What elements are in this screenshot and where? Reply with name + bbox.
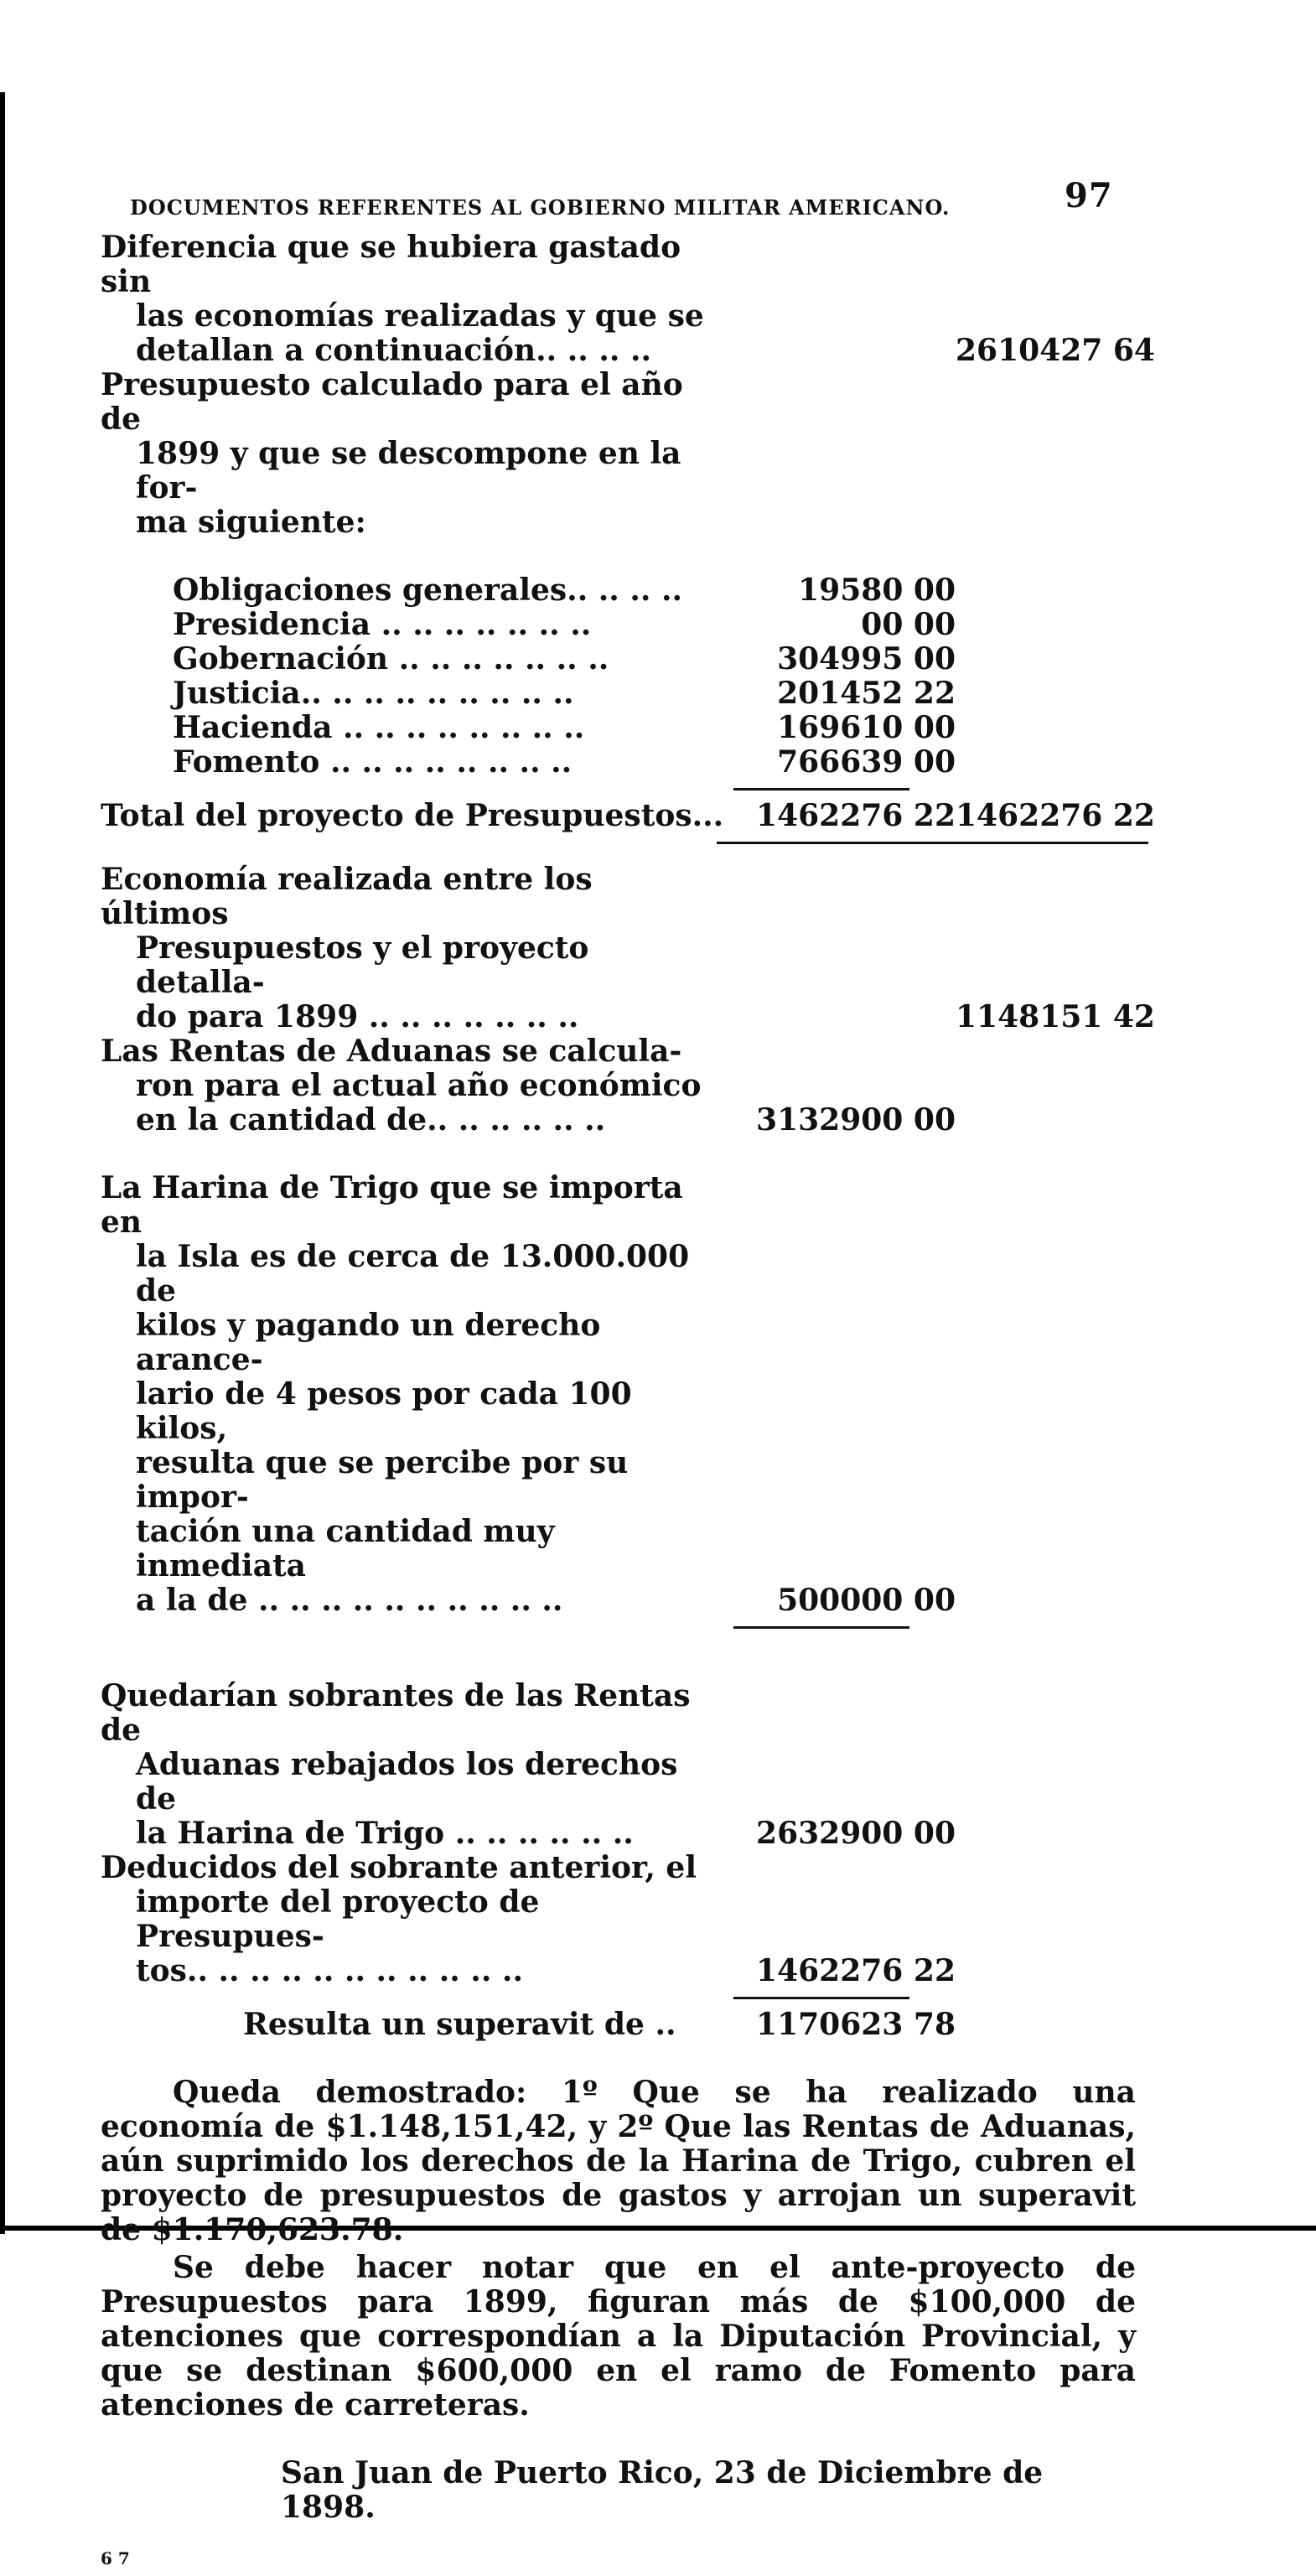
- superavit-amount: 1170623 78: [756, 2007, 956, 2042]
- signature-line: San Juan de Puerto Rico, 23 de Diciembre de 1898.: [281, 2455, 1044, 2525]
- harina-line-1: La Harina de Trigo que se importa en: [101, 1170, 683, 1240]
- running-title: DOCUMENTOS REFERENTES AL GOBIERNO MILITAR AMERICANO.: [130, 195, 951, 220]
- budget-item-amount: 766639 00: [777, 744, 956, 780]
- diferencia-entry: [101, 230, 1155, 368]
- harina-line-3: kilos y pagando un derecho arance-: [136, 1308, 601, 1377]
- budget-items: [101, 573, 1136, 780]
- deducidos-line-3: tos.. .. .. .. .. .. .. .. .. .. ..: [136, 1953, 523, 1988]
- budget-item-row: [101, 745, 1136, 780]
- budget-item-row: [101, 676, 1136, 711]
- total-proyecto-row: [101, 798, 1155, 833]
- budget-item-row: [101, 608, 1136, 642]
- economia-total: 1148151 42: [956, 999, 1155, 1034]
- budget-item-label: Obligaciones generales.. .. .. ..: [173, 573, 683, 608]
- harina-amount: 500000 00: [777, 1583, 956, 1618]
- budget-item-amount: 304995 00: [777, 641, 956, 676]
- harina-line-2: la Isla es de cerca de 13.000.000 de: [136, 1239, 690, 1309]
- conclusion-paragraph: Queda demostrado: 1º Que se ha realizado una economía de $1.148,151,42, y 2º Que las Rentas de Aduanas, aún suprimido los derechos de la Harina de Trigo, cubren el proyecto de presupuestos de gastos y arrojan un superavit de $1.170,623.78.: [101, 2075, 1136, 2247]
- page-header: [101, 172, 1136, 222]
- harina-line-5: resulta que se percibe por su impor-: [136, 1445, 629, 1515]
- diferencia-total: 2610427 64: [956, 333, 1155, 368]
- budget-item-amount: 169610 00: [777, 710, 956, 745]
- footer-signature-mark: 6 7: [101, 2548, 130, 2568]
- harina-line-6: tación una cantidad muy inmediata: [136, 1514, 555, 1583]
- presupuesto-line-3: ma siguiente:: [136, 505, 366, 540]
- rentas-line-3: en la cantidad de.. .. .. .. .. ..: [136, 1102, 606, 1138]
- deducidos-amount: 1462276 22: [756, 1953, 956, 1988]
- economia-entry: [101, 862, 1155, 1034]
- presupuesto-line-1: Presupuesto calculado para el año de: [101, 367, 683, 437]
- budget-item-amount: 19580 00: [798, 573, 956, 608]
- economia-line-2: Presupuestos y el proyecto detalla-: [136, 930, 589, 1000]
- deducidos-line-1: Deducidos del sobrante anterior, el: [101, 1850, 697, 1885]
- deducidos-entry: [101, 1851, 1136, 1988]
- rentas-amount: 3132900 00: [756, 1102, 956, 1138]
- budget-item-label: Gobernación .. .. .. .. .. .. ..: [173, 641, 609, 676]
- total-proyecto-label: Total del proyecto de Presupuestos...: [101, 798, 724, 833]
- harina-entry: [101, 1171, 1136, 1618]
- deducidos-line-2: importe del proyecto de Presupues-: [136, 1884, 540, 1954]
- sobrantes-entry: [101, 1679, 1136, 1851]
- budget-item-label: Hacienda .. .. .. .. .. .. .. ..: [173, 710, 585, 745]
- budget-item-amount: 00 00: [861, 607, 956, 642]
- page-number: 97: [1065, 176, 1113, 215]
- budget-item-row: [101, 711, 1136, 745]
- budget-item-amount: 201452 22: [777, 676, 956, 711]
- presupuesto-intro: [101, 368, 1136, 540]
- diferencia-line-3: detallan a continuación.. .. .. ..: [136, 333, 652, 368]
- superavit-label: Resulta un superavit de ..: [243, 2007, 676, 2042]
- budget-item-label: Presidencia .. .. .. .. .. .. ..: [173, 607, 592, 642]
- total-proyecto-total: 1462276 22: [956, 798, 1155, 833]
- rentas-line-1: Las Rentas de Aduanas se calcula-: [101, 1034, 682, 1069]
- budget-item-label: Fomento .. .. .. .. .. .. .. ..: [173, 744, 573, 780]
- total-proyecto-amount: 1462276 22: [756, 798, 956, 833]
- sobrantes-line-3: la Harina de Trigo .. .. .. .. .. ..: [136, 1816, 634, 1851]
- budget-item-label: Justicia.. .. .. .. .. .. .. .. ..: [173, 676, 574, 711]
- rentas-entry: [101, 1034, 1136, 1138]
- budget-item-row: [101, 573, 1136, 608]
- diferencia-line-2: las economías realizadas y que se: [136, 298, 704, 334]
- sobrantes-line-2: Aduanas rebajados los derechos de: [136, 1747, 678, 1817]
- harina-line-4: lario de 4 pesos por cada 100 kilos,: [136, 1376, 632, 1446]
- note-paragraph: Se debe hacer notar que en el ante-proyecto de Presupuestos para 1899, figuran más de $100,000 de atenciones que correspondían a la Diputación Provincial, y que se destinan $600,000 en el ramo de Fomento para atenciones de carreteras.: [101, 2250, 1136, 2423]
- sobrantes-line-1: Quedarían sobrantes de las Rentas de: [101, 1678, 691, 1748]
- rentas-line-2: ron para el actual año económico: [136, 1068, 702, 1103]
- economia-line-3: do para 1899 .. .. .. .. .. .. ..: [136, 999, 579, 1034]
- economia-line-1: Economía realizada entre los últimos: [101, 862, 593, 931]
- harina-line-7: a la de .. .. .. .. .. .. .. .. .. ..: [136, 1583, 563, 1618]
- diferencia-line-1: Diferencia que se hubiera gastado sin: [101, 230, 681, 299]
- presupuesto-line-2: 1899 y que se descompone en la for-: [136, 436, 681, 505]
- left-border-line: [0, 92, 5, 2234]
- sobrantes-amount: 2632900 00: [756, 1816, 956, 1851]
- document-page: [101, 172, 1155, 2576]
- budget-item-row: [101, 642, 1136, 676]
- superavit-row: [101, 2008, 1136, 2042]
